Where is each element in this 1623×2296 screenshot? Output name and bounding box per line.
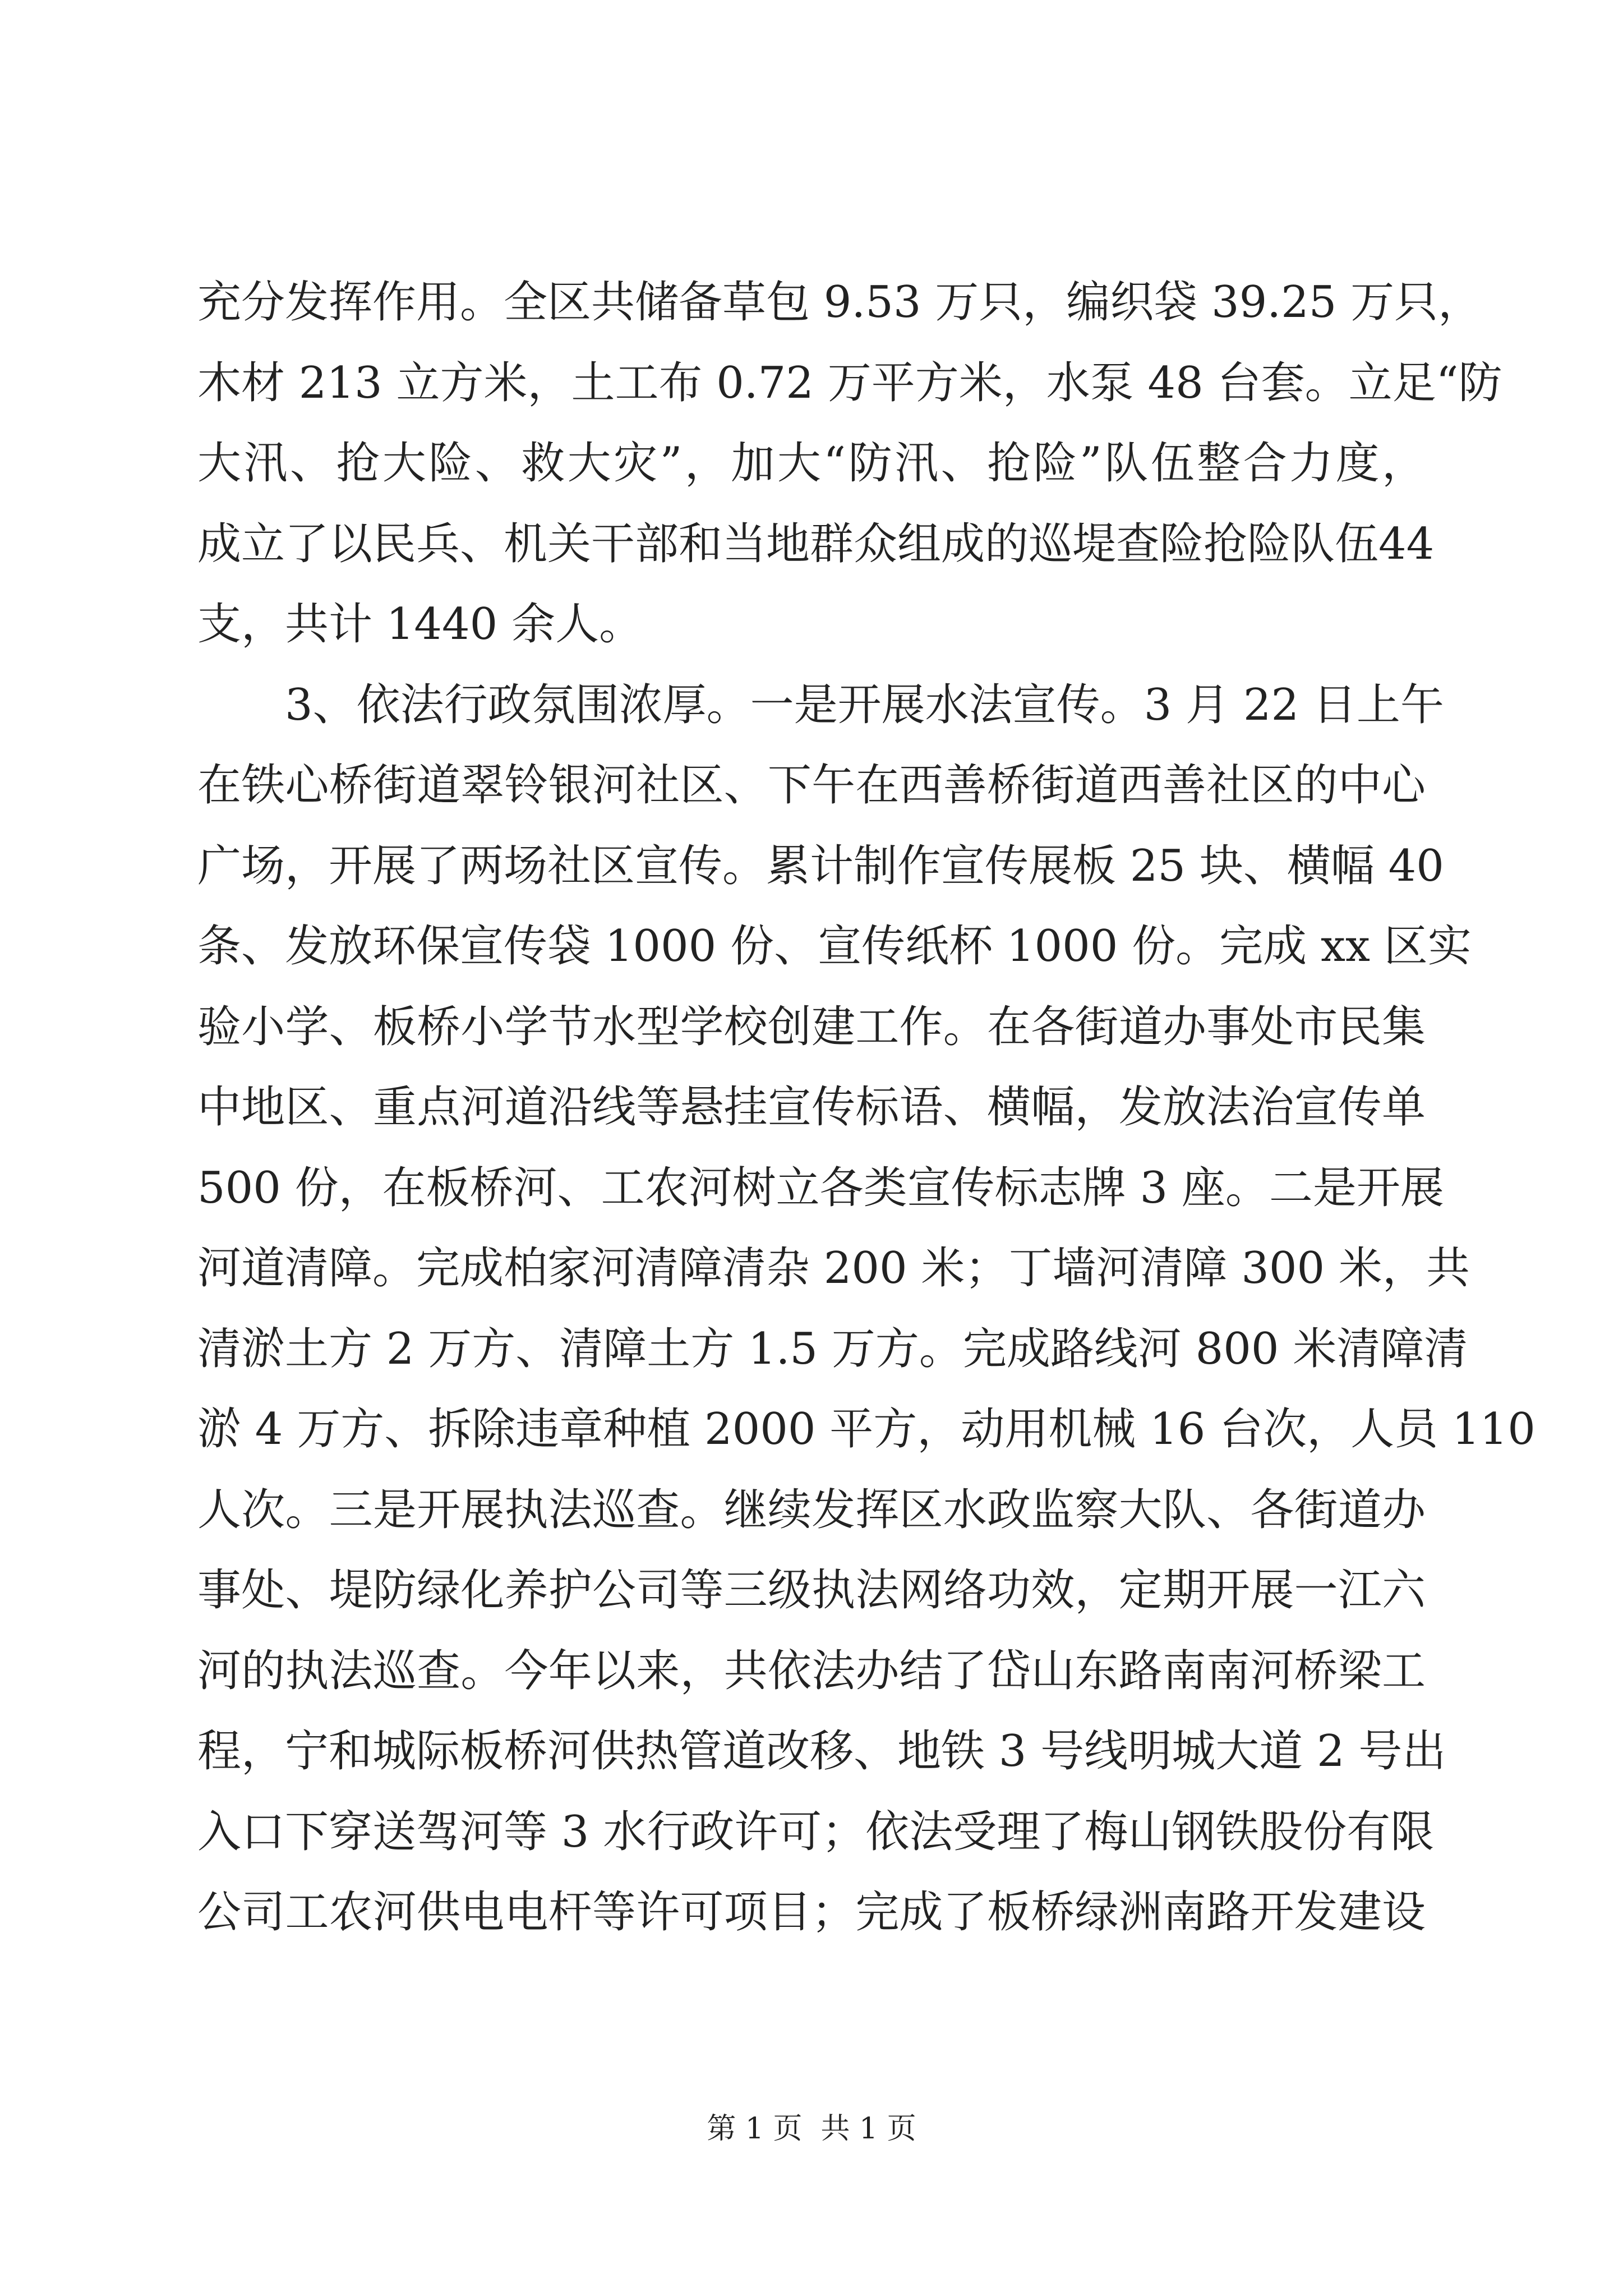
- text-line: 条、发放环保宣传袋 1000 份、宣传纸杯 1000 份。完成 xx 区实: [197, 921, 1472, 972]
- text-line: 河道清障。完成柏家河清障清杂 200 米；丁墙河清障 300 米，共: [197, 1243, 1470, 1294]
- text-line: 支，共计 1440 余人。: [197, 599, 643, 650]
- page-number-footer: 第 1 页 共 1 页: [707, 2112, 916, 2146]
- text-line: 大汛、抢大险、救大灾”，加大“防汛、抢险”队伍整合力度，: [197, 438, 1426, 489]
- text-line: 500 份，在板桥河、工农河树立各类宣传标志牌 3 座。二是开展: [197, 1162, 1444, 1213]
- text-line: 中地区、重点河道沿线等悬挂宣传标语、横幅，发放法治宣传单: [197, 1082, 1426, 1133]
- text-line: 广场，开展了两场社区宣传。累计制作宣传展板 25 块、横幅 40: [197, 840, 1444, 891]
- text-line: 充分发挥作用。全区共储备草包 9.53 万只，编织袋 39.25 万只，: [197, 277, 1482, 328]
- text-line: 淤 4 万方、拆除违章种植 2000 平方，动用机械 16 台次，人员 110: [197, 1404, 1536, 1455]
- text-line: 验小学、板桥小学节水型学校创建工作。在各街道办事处市民集: [197, 1001, 1426, 1052]
- text-line: 成立了以民兵、机关干部和当地群众组成的巡堤查险抢险队伍44: [197, 518, 1435, 569]
- text-line: 人次。三是开展执法巡查。继续发挥区水政监察大队、各街道办: [197, 1484, 1426, 1535]
- text-line: 事处、堤防绿化养护公司等三级执法网络功效，定期开展一江六: [197, 1565, 1426, 1616]
- text-line: 程，宁和城际板桥河供热管道改移、地铁 3 号线明城大道 2 号出: [197, 1726, 1446, 1777]
- body-text: [197, 263, 1536, 1953]
- text-line: 木材 213 立方米，土工布 0.72 万平方米，水泵 48 台套。立足“防: [197, 357, 1502, 408]
- text-line: 入口下穿送驾河等 3 水行政许可；依法受理了梅山钢铁股份有限: [197, 1806, 1435, 1857]
- text-line: 河的执法巡查。今年以来，共依法办结了岱山东路南南河桥梁工: [197, 1645, 1426, 1696]
- text-line: 在铁心桥街道翠铃银河社区、下午在西善桥街道西善社区的中心: [197, 760, 1426, 811]
- section-heading-line: 3、依法行政氛围浓厚。一是开展水法宣传。3 月 22 日上午: [285, 679, 1444, 730]
- text-line: 公司工农河供电电杆等许可项目；完成了板桥绿洲南路开发建设: [197, 1887, 1426, 1938]
- text-line: 清淤土方 2 万方、清障土方 1.5 万方。完成路线河 800 米清障清: [197, 1323, 1468, 1374]
